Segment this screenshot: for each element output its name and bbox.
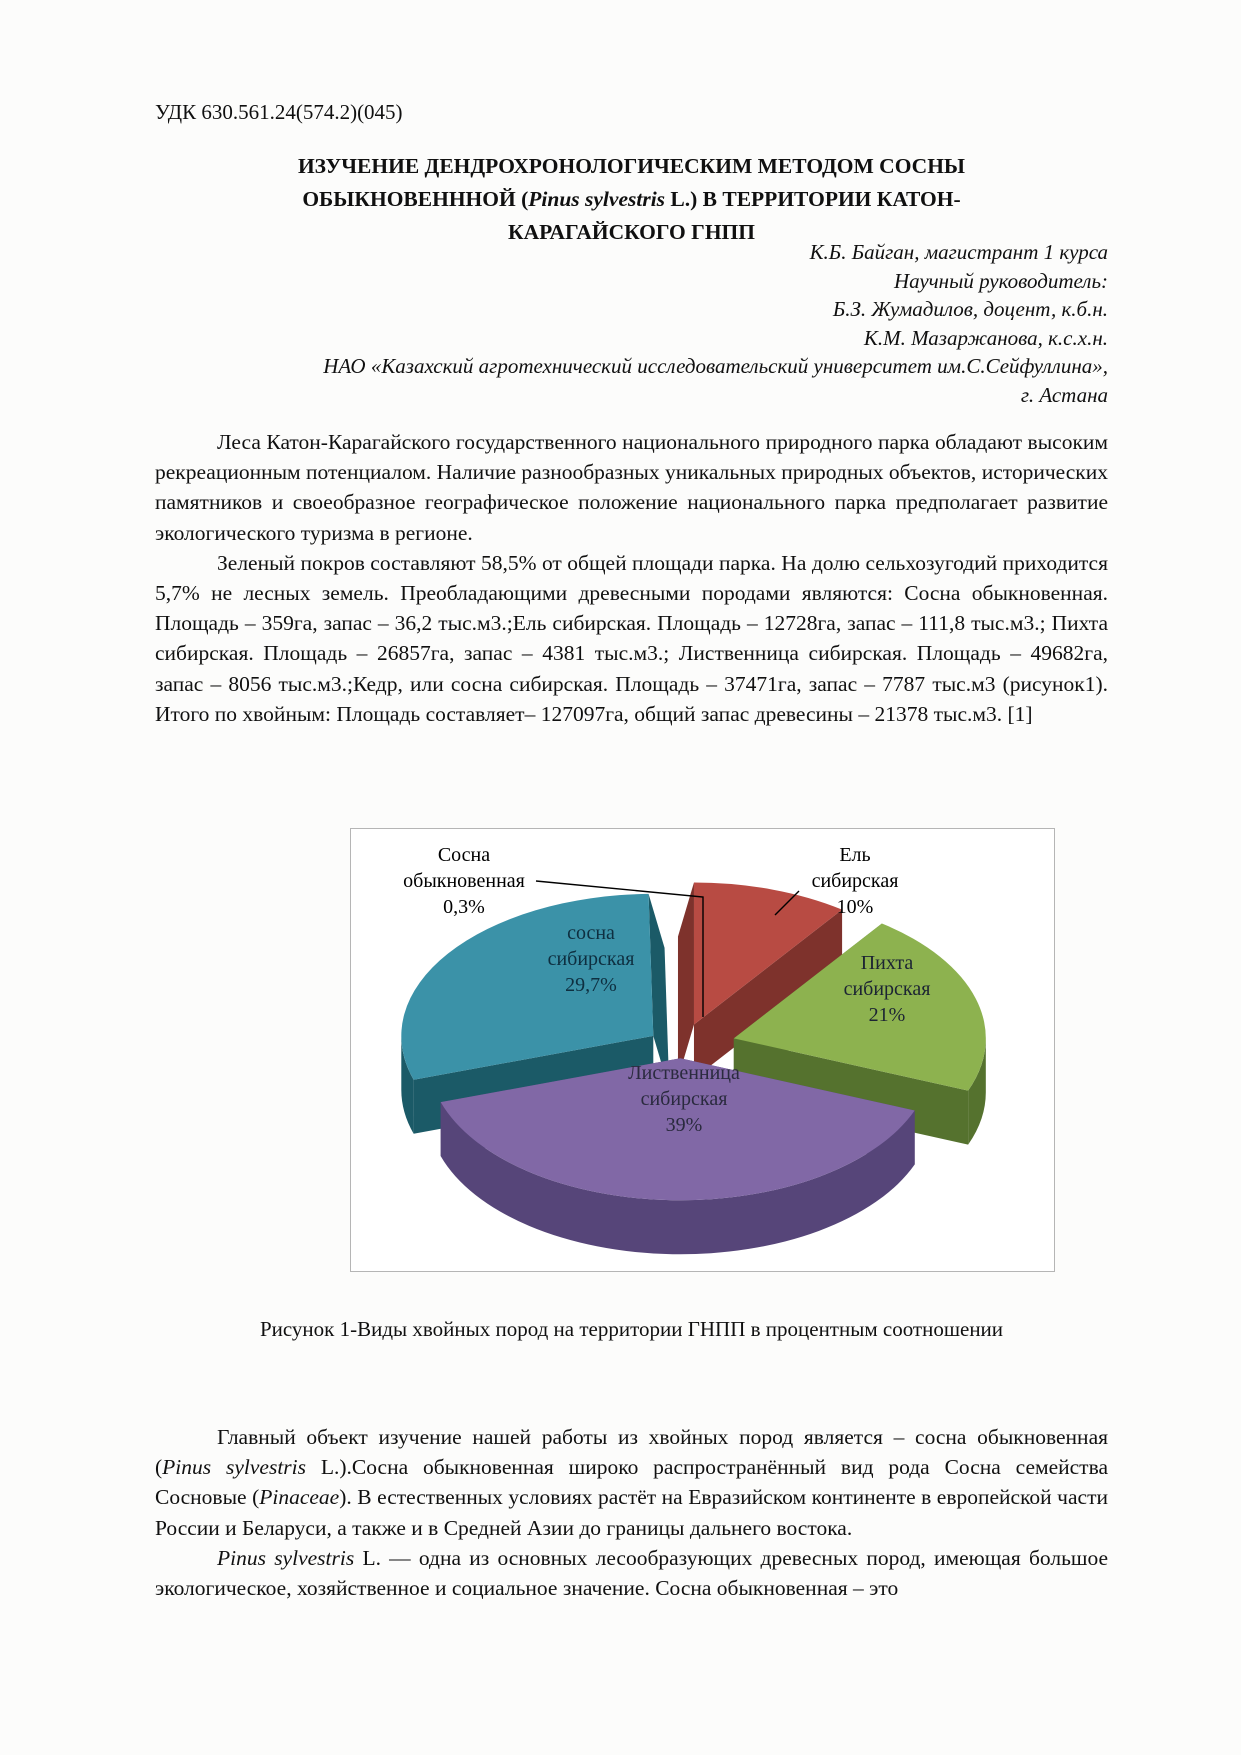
body-text-bottom: [155, 1422, 1108, 1603]
author-line: Б.З. Жумадилов, доцент, к.б.н.: [832, 297, 1108, 322]
author-line: К.Б. Байган, магистрант 1 курса: [809, 240, 1108, 264]
paragraph: Pinus sylvestris L. — одна из основных лесообразующих древесных пород, имеющая большое экологическое, хозяйственное и социальное значение. Сосна обыкновенная – это: [155, 1545, 1108, 1601]
title-latin-name: Pinus sylvestris: [528, 187, 666, 211]
pie-slice-label: Ель сибирская 10%: [811, 844, 899, 918]
udc-code: УДК 630.561.24(574.2)(045): [155, 100, 403, 124]
paragraph: Главный объект изучение нашей работы из хвойных пород является – сосна обыкновенная (Pinus sylvestris L.).Сосна обыкновенная широко распространённый вид рода Сосна семейства Сосновые (Pinaceae). В естественных условиях растёт на Евразийском континенте в европейской части России и Беларуси, а также и в Средней Азии до границы дальнего востока.: [155, 1425, 1108, 1540]
title-line-1: ИЗУЧЕНИЕ ДЕНДРОХРОНОЛОГИЧЕСКИМ МЕТОДОМ СОСНЫ: [297, 154, 966, 178]
pie-slice-label: Сосна обыкновенная 0,3%: [403, 844, 525, 918]
paragraph: Зеленый покров составляют 58,5% от общей площади парка. На долю сельхозугодий приходится 5,7% не лесных земель. Преобладающими древесными породами являются: Сосна обыкновенная. Площадь – 359га, запас – 36,2 тыс.м3.;Ель сибирская. Площадь – 12728га, запас – 111,8 тыс.м3.; Пихта сибирская. Площадь – 26857га, запас – 4381 тыс.м3.; Лиственница сибирская. Площадь – 49682га, запас – 8056 тыс.м3.;Кедр, или сосна сибирская. Площадь – 37471га, запас – 7787 тыс.м3 (рисунок1). Итого по хвойным: Площадь составляет– 127097га, общий запас древесины – 21378 тыс.м3. [1]: [155, 550, 1108, 726]
article-title: [155, 150, 1108, 249]
author-block: [155, 238, 1108, 410]
pie-chart: [351, 829, 1054, 1271]
title-line-2-post: L.) В ТЕРРИТОРИИ КАТОН-: [665, 187, 961, 211]
pie-slice-label: Лиственница сибирская 39%: [628, 1062, 740, 1136]
author-line: Научный руководитель:: [893, 268, 1108, 293]
pie-slice-label: Пихта сибирская 21%: [843, 952, 931, 1026]
pie-slice-label: сосна сибирская 29,7%: [547, 922, 635, 996]
title-line-3: КАРАГАЙСКОГО ГНПП: [507, 220, 755, 244]
paragraph: Леса Катон-Карагайского государственного национального природного парка обладают высоким рекреационным потенциалом. Наличие разнообразных уникальных природных объектов, исторических памятников и своеобразное географическое положение национального парка предполагает развитие экологического туризма в регионе.: [155, 430, 1108, 545]
body-text-top: [155, 427, 1108, 729]
figure-caption: Рисунок 1-Виды хвойных пород на территории ГНПП в процентным соотношении: [259, 1317, 1004, 1341]
figure-1: [350, 828, 1055, 1272]
author-line: К.М. Мазаржанова, к.с.х.н.: [863, 325, 1108, 350]
author-line: НАО «Казахский агротехнический исследовательский университет им.С.Сейфуллина»,: [323, 354, 1108, 379]
author-line: г. Астана: [1020, 382, 1108, 407]
title-line-2-pre: ОБЫКНОВЕНННОЙ (: [302, 187, 529, 211]
